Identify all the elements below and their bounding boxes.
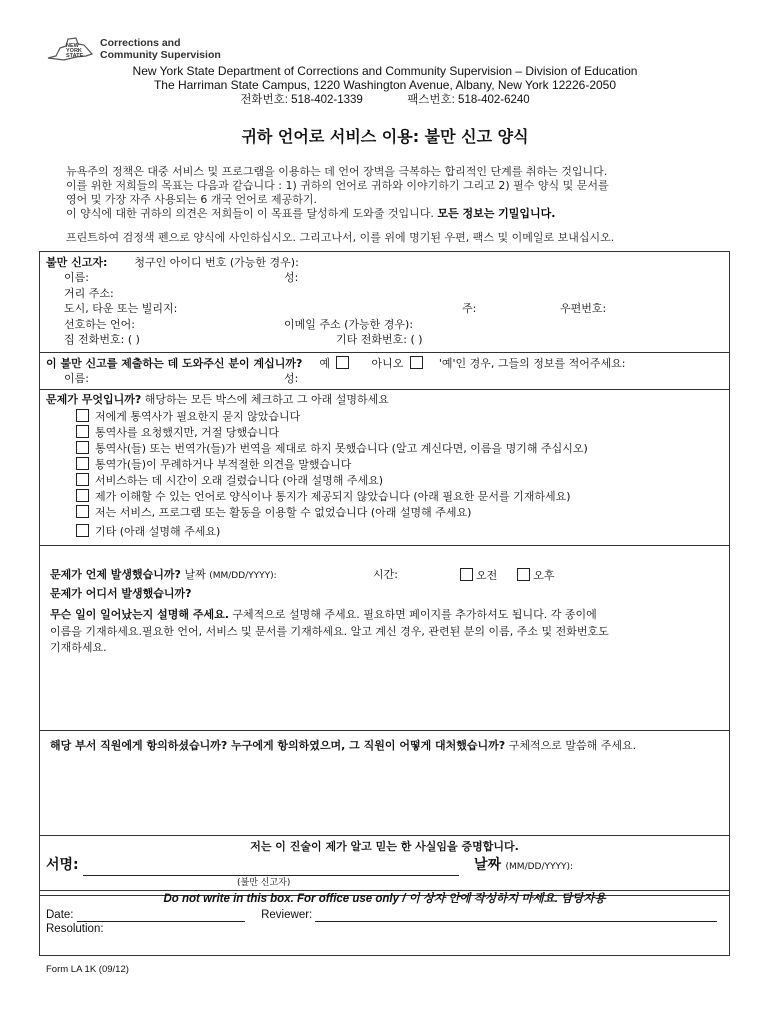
- certification-statement: 저는 이 진술이 제가 알고 믿는 한 사실임을 증명합니다.: [250, 840, 519, 853]
- complainant-section: [46, 256, 299, 270]
- problem-checkbox[interactable]: [76, 457, 89, 470]
- office-date-label: Date:: [46, 909, 74, 921]
- problem-instruction: 해당하는 모든 박스에 체크하고 그 아래 설명하세요: [144, 393, 389, 406]
- staff-note: 구체적으로 말씀해 주세요.: [508, 739, 637, 752]
- am-checkbox[interactable]: [460, 568, 473, 581]
- problem-option[interactable]: [76, 425, 279, 440]
- signature-caption: (불만 신고자): [237, 878, 291, 888]
- helper-no-label: 아니오: [371, 357, 404, 370]
- helper-note: '예'인 경우, 그들의 정보를 적어주세요:: [438, 357, 626, 370]
- staff-section[interactable]: [50, 739, 636, 753]
- intro-line3: 영어 및 가장 자주 사용되는 6 개국 언어로 제공하기.: [66, 193, 317, 206]
- when-question: 문제가 언제 발생했습니까?: [50, 568, 181, 581]
- helper-yes-checkbox[interactable]: [336, 356, 349, 369]
- helper-last-name-field[interactable]: 성:: [284, 372, 299, 385]
- form-number: Form LA 1K (09/12): [46, 964, 129, 975]
- problem-option[interactable]: [76, 505, 471, 520]
- problem-option-label: 기타 (아래 설명해 주세요): [95, 525, 221, 538]
- when-date-format: (MM/DD/YYYY):: [209, 571, 277, 581]
- problem-option[interactable]: [76, 473, 383, 488]
- problem-section: [46, 393, 389, 407]
- problem-option-label: 제가 이해할 수 있는 언어로 양식이나 통지가 제공되지 않았습니다 (아래 필요한 문서를 기재하세요): [95, 490, 571, 503]
- when-section: [50, 568, 277, 583]
- form-title: 귀하 언어로 서비스 이용: 불만 신고 양식: [241, 127, 529, 146]
- city-field[interactable]: 도시, 타운 또는 빌리지:: [64, 302, 178, 315]
- helper-section: [46, 356, 626, 371]
- problem-option[interactable]: [76, 489, 571, 504]
- intro-line2: 이를 위한 저희들의 목표는 다음과 같습니다 : 1) 귀하의 언어로 귀하와 이야기하기 그리고 2) 필수 양식 및 문서를: [66, 179, 609, 192]
- am-pm-options: [460, 568, 555, 583]
- client-id-field[interactable]: 청구인 아이디 번호 (가능한 경우):: [134, 256, 299, 269]
- email-field[interactable]: 이메일 주소 (가능한 경우):: [284, 318, 414, 331]
- contact-numbers: [0, 93, 770, 107]
- language-field[interactable]: 선호하는 언어:: [64, 318, 135, 331]
- pm-label: 오후: [533, 569, 555, 582]
- office-reviewer-label: Reviewer:: [261, 909, 313, 921]
- problem-option-label: 저에게 통역사가 필요한지 묻지 않았습니다: [95, 410, 301, 423]
- problem-option-label: 통역사를 요청했지만, 거절 당했습니다: [95, 426, 280, 439]
- other-phone-field[interactable]: 기타 전화번호: ( ): [336, 333, 423, 346]
- problem-checkbox[interactable]: [76, 524, 89, 537]
- department-name: New York State Department of Corrections and Community Supervision – Division of Education: [132, 64, 638, 78]
- problem-question: 문제가 무엇입니까?: [46, 393, 142, 406]
- signature-row: [46, 856, 573, 876]
- problem-option[interactable]: [76, 524, 220, 539]
- problem-option[interactable]: [76, 441, 588, 456]
- intro-line4: [66, 207, 746, 221]
- what-instruction1: 구체적으로 설명해 주세요. 필요하면 페이지를 추가하셔도 됩니다. 각 종이에: [232, 608, 597, 621]
- problem-option-label: 서비스하는 데 시간이 오래 걸렸습니다 (아래 설명해 주세요): [95, 474, 384, 487]
- office-date-line[interactable]: [77, 910, 245, 922]
- agency-name: [100, 37, 221, 61]
- helper-question: 이 불만 신고를 제출하는 데 도와주신 분이 계십니까?: [46, 357, 303, 370]
- what-line1: [50, 608, 597, 622]
- intro-line5: 프린트하여 검정색 펜으로 양식에 사인하십시오. 그리고나서, 이를 위에 명기된 우편, 팩스 및 이메일로 보내십시오.: [66, 231, 615, 244]
- pm-checkbox[interactable]: [517, 568, 530, 581]
- fax-number: 518-402-6240: [458, 94, 530, 106]
- what-instruction3: 기재하세요.: [50, 641, 107, 654]
- signature-line[interactable]: [83, 861, 459, 876]
- phone-number: 518-402-1339: [291, 94, 363, 106]
- office-resolution-field[interactable]: Resolution:: [46, 923, 104, 935]
- helper-no-checkbox[interactable]: [410, 356, 423, 369]
- problem-checkbox[interactable]: [76, 505, 89, 518]
- staff-question: 해당 부서 직원에게 항의하셨습니까? 누구에게 항의하였으며, 그 직원이 어떻게 대처했습니까?: [50, 739, 506, 752]
- agency-logo: [46, 36, 226, 66]
- fax-label: 팩스번호:: [407, 94, 455, 106]
- signature-label: 서명:: [46, 857, 79, 873]
- office-use-heading: Do not write in this box. For office use only / 이 상자 안에 작성하지 마세요. 담당자용: [163, 893, 606, 905]
- agency-name-line2: Community Supervision: [100, 49, 221, 61]
- helper-yes-label: 예: [319, 357, 330, 370]
- svg-text:STATE: STATE: [66, 53, 84, 59]
- problem-option[interactable]: [76, 409, 300, 424]
- complaint-form: [39, 251, 730, 896]
- problem-checkbox[interactable]: [76, 409, 89, 422]
- intro-line4-text: 이 양식에 대한 귀하의 의견은 저희들이 이 목표를 달성하게 도와줄 것입니다.: [66, 207, 434, 220]
- agency-name-line1: Corrections and: [100, 37, 181, 49]
- new-york-state-icon: [46, 36, 94, 62]
- office-reviewer-line[interactable]: [315, 910, 717, 922]
- phone-label: 전화번호:: [240, 94, 288, 106]
- confidential-note: 모든 정보는 기밀입니다.: [437, 207, 556, 220]
- office-date-row: [46, 908, 717, 922]
- problem-option[interactable]: [76, 457, 351, 472]
- svg-text:YORK: YORK: [66, 48, 82, 54]
- state-field[interactable]: 주:: [462, 302, 477, 315]
- what-instruction2: 이름을 기재하세요.필요한 언어, 서비스 및 문서를 기재하세요. 알고 계신 경우, 관련된 분의 이름, 주소 및 전화번호도: [50, 625, 609, 638]
- complainant-heading: 불만 신고자:: [46, 256, 108, 269]
- street-address-field[interactable]: 거리 주소:: [64, 287, 114, 300]
- signature-date-format[interactable]: (MM/DD/YYYY):: [505, 862, 574, 872]
- problem-checkbox[interactable]: [76, 425, 89, 438]
- home-phone-field[interactable]: 집 전화번호: ( ): [64, 333, 140, 346]
- time-field[interactable]: 시간:: [373, 568, 398, 581]
- when-date-label[interactable]: 날짜: [184, 568, 206, 581]
- first-name-field[interactable]: 이름:: [64, 271, 89, 284]
- helper-first-name-field[interactable]: 이름:: [64, 372, 89, 385]
- am-label: 오전: [476, 569, 498, 582]
- problem-option-label: 통역사(들) 또는 번역가(들)가 번역을 제대로 하지 못했습니다 (알고 계신다면, 이름을 명기해 주십시오): [95, 442, 588, 455]
- last-name-field[interactable]: 성:: [284, 271, 299, 284]
- svg-text:NEW: NEW: [66, 43, 79, 49]
- what-question: 무슨 일이 일어났는지 설명해 주세요.: [50, 608, 229, 621]
- problem-option-label: 저는 서비스, 프로그램 또는 활동을 이용할 수 없었습니다 (아래 설명해 주세요): [95, 506, 472, 519]
- problem-checkbox[interactable]: [76, 441, 89, 454]
- intro-line1: 뉴욕주의 정책은 대중 서비스 및 프로그램을 이용하는 데 언어 장벽을 극복하는 합리적인 단계를 취하는 것입니다.: [66, 165, 608, 178]
- problem-option-label: 통역가(들)이 무례하거나 부적절한 의견을 말했습니다: [95, 458, 352, 471]
- where-question[interactable]: 문제가 어디서 발생했습니까?: [50, 587, 192, 600]
- department-address: The Harriman State Campus, 1220 Washington Avenue, Albany, New York 12226-2050: [153, 78, 617, 92]
- problem-checkbox[interactable]: [76, 489, 89, 502]
- zip-field[interactable]: 우편번호:: [560, 302, 607, 315]
- office-use-box: [39, 890, 730, 956]
- signature-date-label: 날짜: [474, 857, 502, 873]
- problem-checkbox[interactable]: [76, 473, 89, 486]
